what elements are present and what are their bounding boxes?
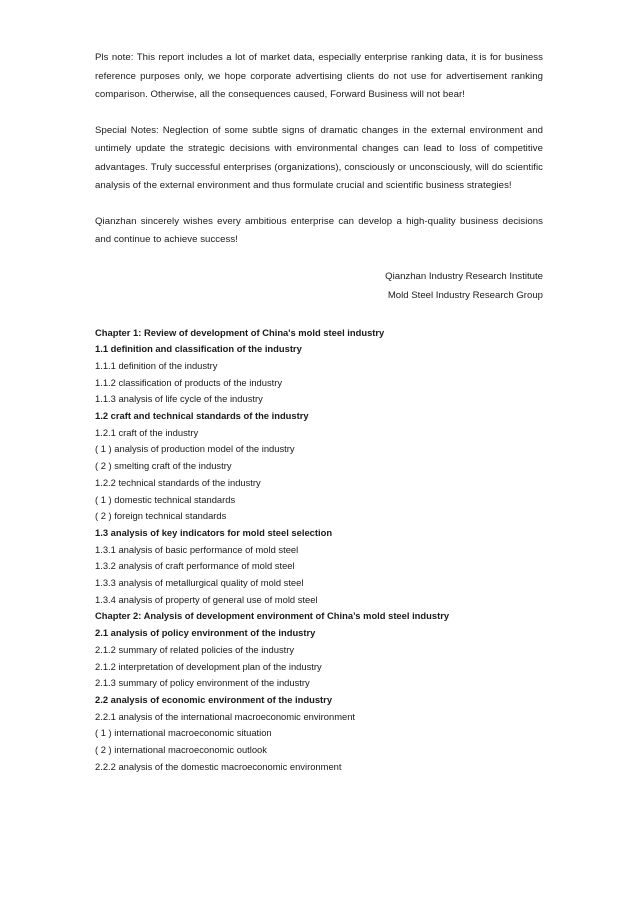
toc-entry: 2.2.2 analysis of the domestic macroeconomic environment	[95, 760, 342, 772]
toc-entry: ( 1 ) domestic technical standards	[95, 493, 236, 505]
toc-entry: ( 1 ) international macroeconomic situation	[95, 727, 272, 739]
toc-entry: 2.1.2 interpretation of development plan of the industry	[95, 660, 322, 672]
toc-entry: 1.2.1 craft of the industry	[95, 426, 199, 438]
toc-heading: 1.2 craft and technical standards of the industry	[95, 410, 309, 422]
special-notes-paragraph: Special Notes: Neglection of some subtle signs of dramatic changes in the external environment and untimely update the strategic decisions with environmental changes can lead to loss of competitive advantages. Truly successful enterprises (organizations), consciously or unconsciously, will do scientific analysis of the external environment and thus formulate crucial and scientific business strategies!	[95, 124, 543, 191]
toc-entry: ( 2 ) smelting craft of the industry	[95, 460, 232, 472]
toc-heading: Chapter 1: Review of development of China's mold steel industry	[95, 326, 385, 338]
toc-heading: 1.3 analysis of key indicators for mold steel selection	[95, 526, 333, 538]
signature-group: Mold Steel Industry Research Group	[387, 289, 543, 301]
toc-entry: 1.3.4 analysis of property of general use of mold steel	[95, 593, 318, 605]
toc-entry: 1.1.2 classification of products of the industry	[95, 376, 283, 388]
document-page	[95, 49, 543, 775]
toc-entry: 1.3.1 analysis of basic performance of mold steel	[95, 543, 299, 555]
toc-heading: Chapter 2: Analysis of development environment of China’s mold steel industry	[95, 610, 450, 622]
toc-entry: 2.2.1 analysis of the international macroeconomic environment	[95, 710, 356, 722]
wishes-paragraph: Qianzhan sincerely wishes every ambitious enterprise can develop a high-quality business decisions and continue to achieve success!	[95, 215, 543, 245]
table-of-contents	[95, 325, 543, 776]
toc-heading: 2.1 analysis of policy environment of the industry	[95, 627, 316, 639]
toc-entry: ( 2 ) international macroeconomic outlook	[95, 744, 267, 756]
toc-entry: 1.2.2 technical standards of the industry	[95, 476, 261, 488]
pls-note-paragraph: Pls note: This report includes a lot of market data, especially enterprise ranking data, it is for business reference purposes only, we hope corporate advertising clients do not use for advertisement ranking comparison. Otherwise, all the consequences caused, Forward Business will not bear!	[95, 52, 543, 100]
toc-heading: 2.2 analysis of economic environment of the industry	[95, 693, 333, 705]
toc-entry: ( 2 ) foreign technical standards	[95, 510, 227, 522]
toc-entry: 2.1.2 summary of related policies of the industry	[95, 643, 295, 655]
signature-institute: Qianzhan Industry Research Institute	[385, 270, 543, 282]
signature-block	[95, 267, 543, 305]
toc-entry: 1.3.3 analysis of metallurgical quality of mold steel	[95, 577, 304, 589]
toc-entry: ( 1 ) analysis of production model of the industry	[95, 443, 295, 455]
toc-entry: 2.1.3 summary of policy environment of the industry	[95, 677, 310, 689]
toc-entry: 1.3.2 analysis of craft performance of mold steel	[95, 560, 295, 572]
toc-entry: 1.1.1 definition of the industry	[95, 359, 218, 371]
toc-entry: 1.1.3 analysis of life cycle of the industry	[95, 393, 263, 405]
toc-heading: 1.1 definition and classification of the industry	[95, 343, 302, 355]
